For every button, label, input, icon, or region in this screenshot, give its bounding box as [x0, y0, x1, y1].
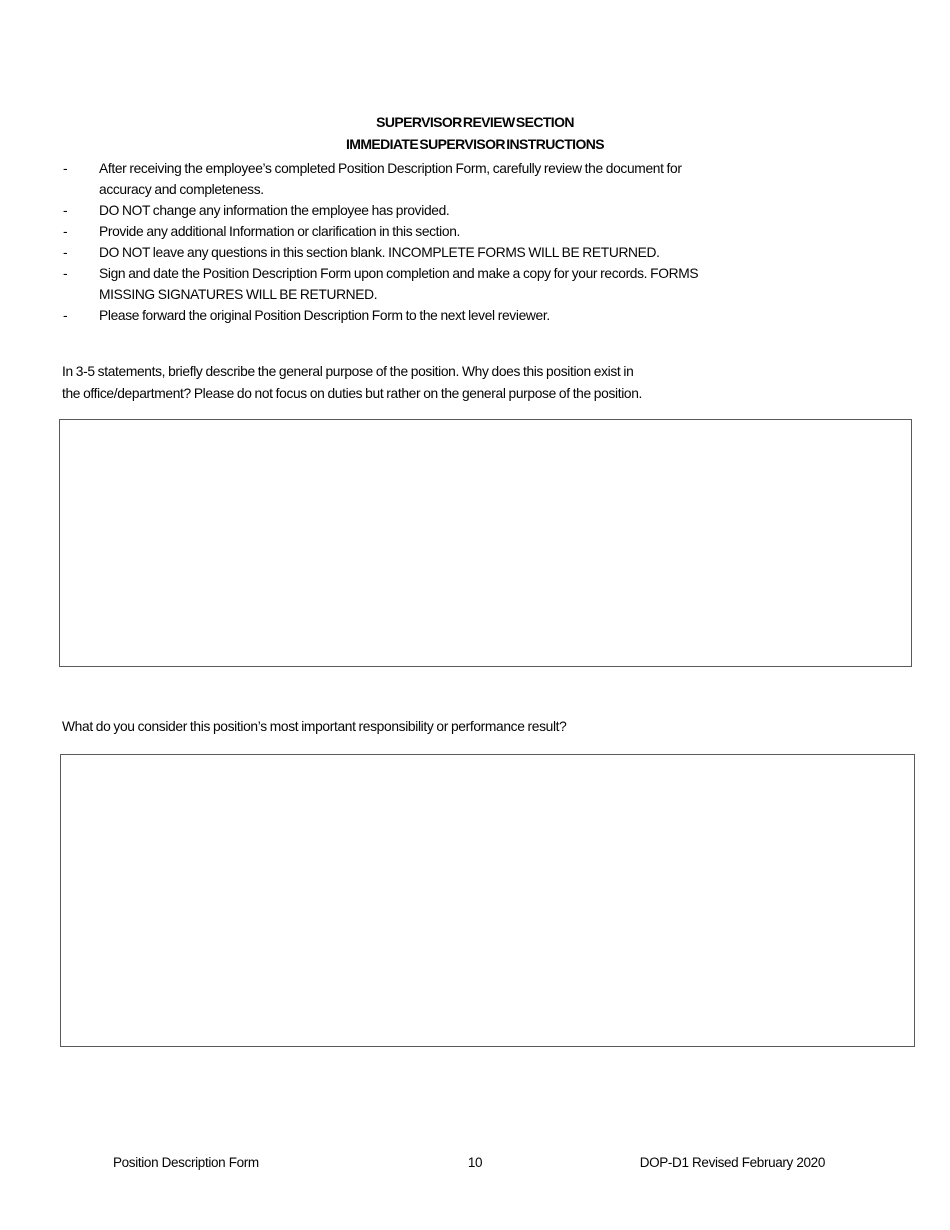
dash-bullet: -: [63, 224, 68, 239]
instruction-item: [63, 221, 863, 242]
instruction-text: After receiving the employee’s completed Position Description Form, carefully review the document for accuracy and completeness.: [99, 161, 682, 197]
question-general-purpose-prompt: In 3-5 statements, briefly describe the general purpose of the position. Why does this position exist in the office/department? Please do not focus on duties but rather on the general purpose of the position.: [62, 364, 643, 401]
footer-form-code: DOP-D1 Revised February 2020: [639, 1155, 825, 1170]
instruction-item: [63, 242, 863, 263]
instruction-text: Provide any additional Information or clarification in this section.: [99, 224, 461, 239]
section-title-line2: IMMEDIATE SUPERVISOR INSTRUCTIONS: [345, 136, 605, 152]
footer-page-number: 10: [467, 1155, 483, 1170]
dash-bullet: -: [63, 308, 68, 323]
instruction-item: [63, 158, 863, 200]
responsibility-answer-box[interactable]: [60, 754, 915, 1047]
instruction-text: DO NOT change any information the employee has provided.: [99, 203, 450, 218]
general-purpose-answer-box[interactable]: [59, 419, 912, 667]
dash-bullet: -: [63, 161, 68, 176]
page-footer: [0, 1152, 950, 1174]
instruction-item: [63, 200, 863, 221]
dash-bullet: -: [63, 203, 68, 218]
instruction-item: [63, 305, 863, 326]
instruction-text: Sign and date the Position Description Form upon completion and make a copy for your records. FORMS MISSING SIGNATURES WILL BE RETURNED.: [99, 266, 699, 302]
dash-bullet: -: [63, 245, 68, 260]
dash-bullet: -: [63, 266, 68, 281]
footer-form-name: Position Description Form: [113, 1155, 259, 1170]
instruction-item: [63, 263, 863, 305]
section-title: [0, 111, 950, 155]
instruction-text: DO NOT leave any questions in this section blank. INCOMPLETE FORMS WILL BE RETURNED.: [99, 245, 660, 260]
instructions-list: [63, 158, 863, 326]
section-title-line1: SUPERVISOR REVIEW SECTION: [376, 114, 574, 130]
instruction-text: Please forward the original Position Description Form to the next level reviewer.: [99, 308, 550, 323]
question-responsibility-prompt: What do you consider this position’s most important responsibility or performance result?: [62, 719, 567, 734]
